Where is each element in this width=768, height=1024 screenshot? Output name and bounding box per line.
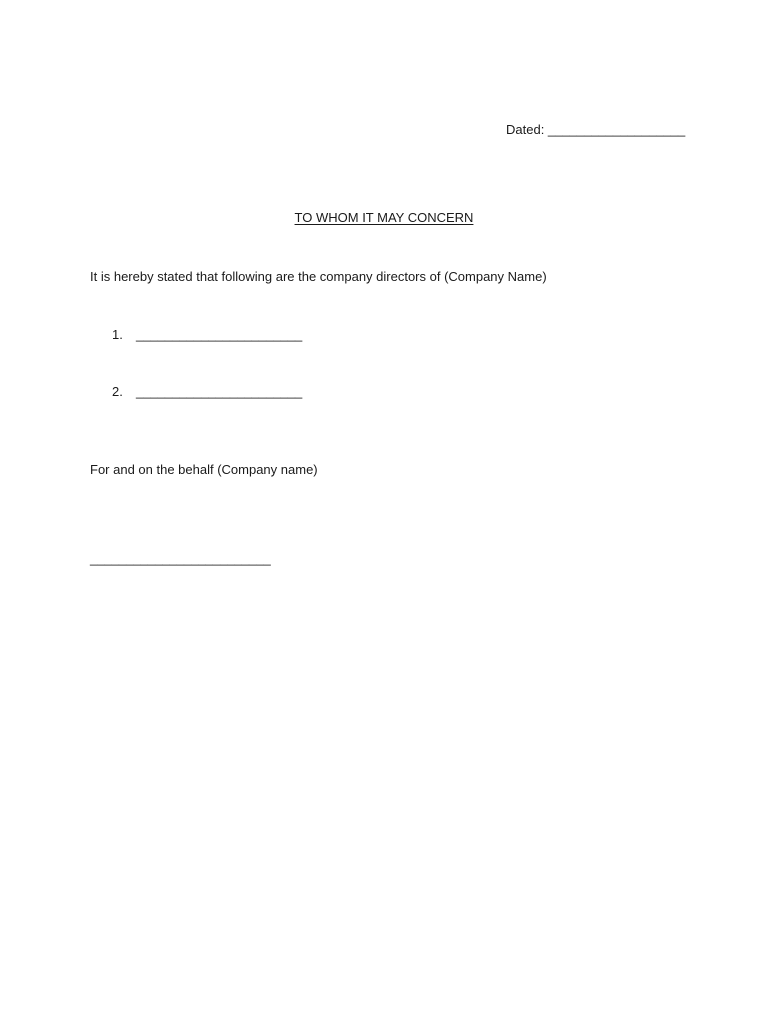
behalf-line: For and on the behalf (Company name)	[90, 462, 318, 477]
list-number: 1.	[112, 327, 123, 342]
director-list-item	[112, 327, 302, 343]
director-list-item	[112, 384, 302, 400]
dated-field: Dated: ___________________	[506, 122, 686, 137]
list-number: 2.	[112, 384, 123, 399]
statement-paragraph: It is hereby stated that following are the company directors of (Company Name)	[90, 269, 547, 284]
document-heading: TO WHOM IT MAY CONCERN	[294, 210, 474, 225]
director-blank: _______________________	[136, 384, 303, 399]
director-blank: _______________________	[136, 327, 303, 342]
signature-line: _________________________	[90, 551, 271, 566]
